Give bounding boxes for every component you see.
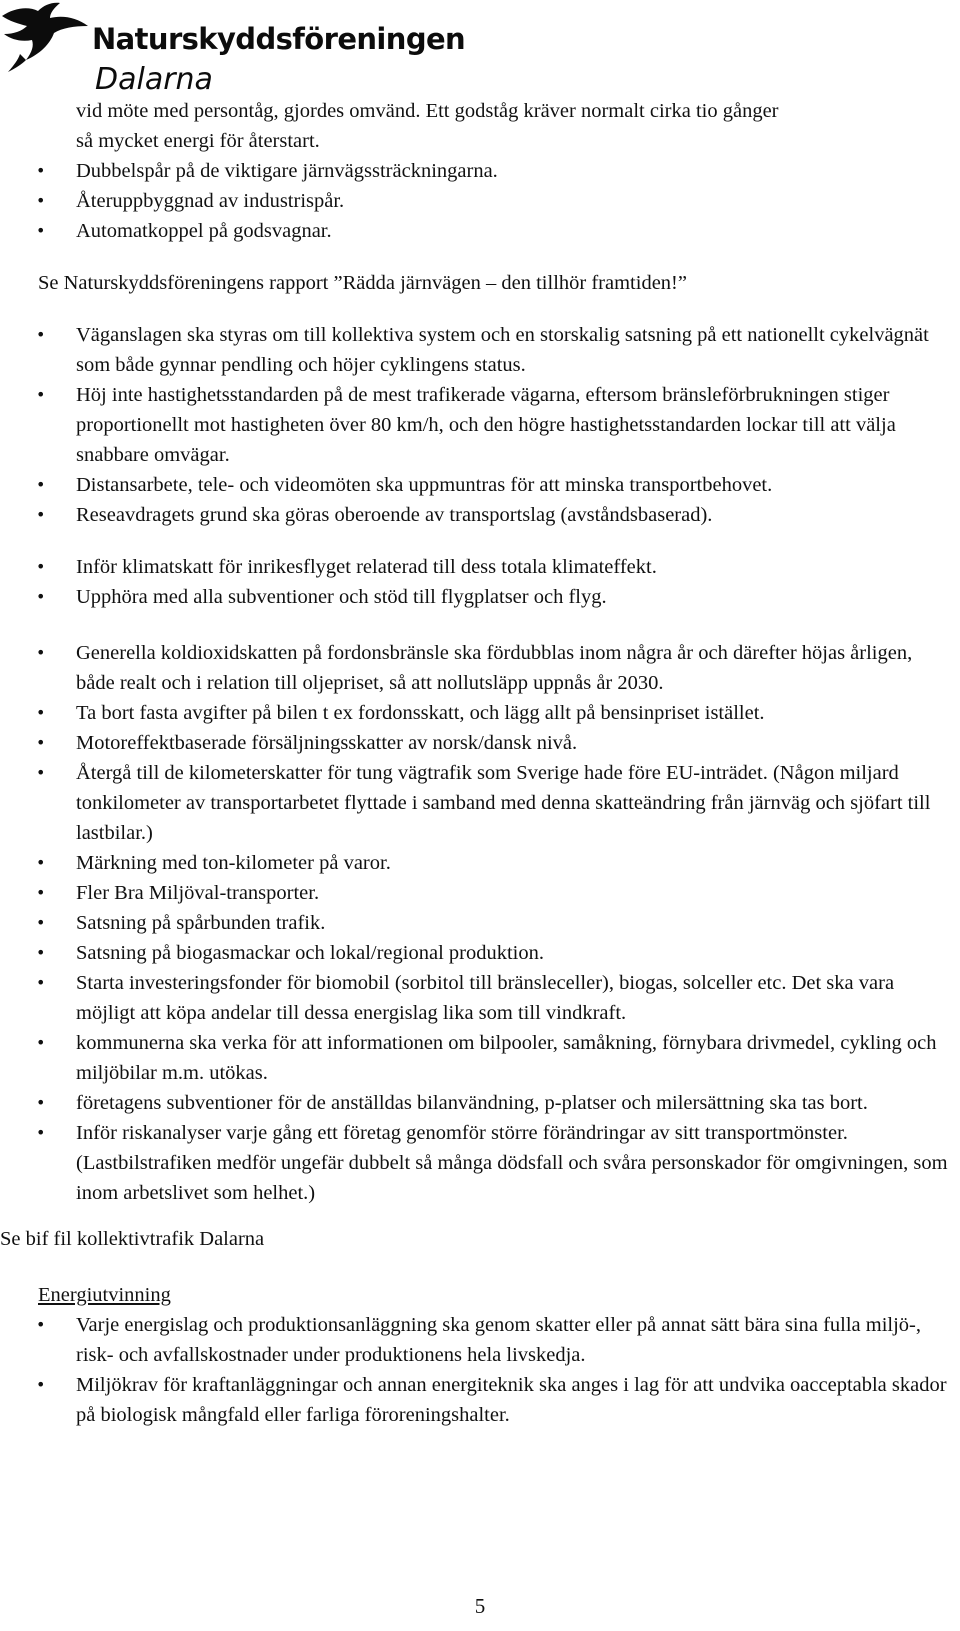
list-item-text: Återgå till de kilometerskatter för tung vägtrafik som Sverige hade före EU-inträdet. (Någon miljard tonkilometer av transportarbetet flyttade i samband med denna skatteändring från järnväg och sjöfart till lastbilar.) [76,762,931,844]
list-item-text: kommunerna ska verka för att informationen om bilpooler, samåkning, förnybara drivmedel, cykling och miljöbilar m.m. utökas. [76,1032,937,1084]
bullet-list [0,320,960,530]
list-item-text: Inför klimatskatt för inrikesflyget relaterad till dess totala klimateffekt. [76,556,657,578]
list-item [0,320,960,380]
list-item [0,1370,960,1430]
list-item [0,1310,960,1370]
bullet-icon: • [36,883,46,902]
bullet-icon: • [36,1123,46,1142]
list-item-text: företagens subventioner för de anställdas bilanvändning, p-platser och milersättning ska tas bort. [76,1092,868,1114]
list-item [0,848,960,878]
bullet-icon: • [36,1315,46,1334]
bullet-list [0,552,960,612]
list-item-text: Generella koldioxidskatten på fordonsbränsle ska fördubblas inom några år och därefter höjas årligen, både realt och i relation till oljepriset, så att nollutsläpp uppnås år 2030. [76,642,913,694]
intro-line: så mycket energi för återstart. [76,130,320,152]
bullet-icon: • [36,973,46,992]
list-item [0,638,960,698]
list-item-text: Satsning på spårbunden trafik. [76,912,326,934]
section-heading: Energiutvinning [38,1284,171,1306]
bullet-list [0,1310,960,1430]
bullet-icon: • [36,325,46,344]
list-item-text: Inför riskanalyser varje gång ett företag genomför större förändringar av sitt transportmönster. (Lastbilstrafiken medför ungefär dubbelt så många dödsfall och svåra personskador för omgivningen, som inom arbetslivet som helhet.) [76,1122,948,1204]
list-item-text: Märkning med ton-kilometer på varor. [76,852,391,874]
list-item [0,698,960,728]
bullet-icon: • [36,763,46,782]
bullet-icon: • [36,943,46,962]
list-item-text: Miljökrav för kraftanläggningar och annan energiteknik ska anges i lag för att undvika oacceptabla skador på biologisk mångfald eller farliga föroreningshalter. [76,1374,947,1426]
bullet-icon: • [36,913,46,932]
list-item [0,582,960,612]
bullet-icon: • [36,505,46,524]
bullet-icon: • [36,475,46,494]
list-item [0,1088,960,1118]
bird-logo-icon [0,2,90,74]
org-region: Dalarna [95,62,213,97]
list-item-text: Motoreffektbaserade försäljningsskatter av norsk/dansk nivå. [76,732,578,754]
list-item [0,908,960,938]
list-item-text: Väganslagen ska styras om till kollektiva system och en storskalig satsning på ett nationellt cykelvägnät som både gynnar pendling och höjer cyklingens status. [76,324,929,376]
org-name: Naturskyddsföreningen [92,22,466,56]
list-item-text: Höj inte hastighetsstandarden på de mest trafikerade vägarna, eftersom bränsleförbrukningen stiger proportionellt mot hastigheten över 80 km/h, och den högre hastighetsstandarden lockar till att välja snabbare omvägar. [76,384,896,466]
bullet-icon: • [36,703,46,722]
list-item-text: Satsning på biogasmackar och lokal/regional produktion. [76,942,544,964]
list-item-text: Reseavdragets grund ska göras oberoende av transportslag (avståndsbaserad). [76,504,713,526]
list-item [0,380,960,470]
report-reference: Se Naturskyddsföreningens rapport ”Rädda järnvägen – den tillhör framtiden!” [38,272,687,294]
attachment-note: Se bif fil kollektivtrafik Dalarna [0,1228,265,1250]
bullet-icon: • [36,1093,46,1112]
page-number: 5 [474,1594,486,1618]
list-item [0,500,960,530]
list-item [0,470,960,500]
list-item-text: Dubbelspår på de viktigare järnvägssträckningarna. [76,160,498,182]
list-item [0,758,960,848]
bullet-icon: • [36,643,46,662]
list-item [0,216,960,246]
list-item-text: Starta investeringsfonder för biomobil (sorbitol till bränsleceller), biogas, solceller etc. Det ska vara möjligt att köpa andelar till dessa energislag lika som till vindkraft. [76,972,895,1024]
bullet-list [0,638,960,1208]
bullet-icon: • [36,191,46,210]
list-item [0,552,960,582]
list-item [0,878,960,908]
bullet-icon: • [36,733,46,752]
list-item [0,728,960,758]
list-item [0,1118,960,1208]
list-item-text: Fler Bra Miljöval-transporter. [76,882,320,904]
list-item-text: Upphöra med alla subventioner och stöd till flygplatser och flyg. [76,586,607,608]
list-item [0,1028,960,1088]
document-body [0,96,960,1430]
bullet-list [0,156,960,246]
list-item [0,186,960,216]
bullet-icon: • [36,853,46,872]
list-item-text: Återuppbyggnad av industrispår. [76,190,345,212]
list-item [0,938,960,968]
list-item-text: Automatkoppel på godsvagnar. [76,220,332,242]
bullet-icon: • [36,385,46,404]
bullet-icon: • [36,1375,46,1394]
list-item [0,968,960,1028]
bullet-icon: • [36,221,46,240]
bullet-icon: • [36,587,46,606]
list-item-text: Distansarbete, tele- och videomöten ska uppmuntras för att minska transportbehovet. [76,474,773,496]
list-item-text: Varje energislag och produktionsanläggning ska genom skatter eller på annat sätt bära sina fulla miljö-, risk- och avfallskostnader under produktionens hela livskedja. [76,1314,921,1366]
bullet-icon: • [36,1033,46,1052]
list-item [0,156,960,186]
list-item-text: Ta bort fasta avgifter på bilen t ex fordonsskatt, och lägg allt på bensinpriset istället. [76,702,765,724]
bullet-icon: • [36,161,46,180]
header-logo [0,0,466,100]
bullet-icon: • [36,557,46,576]
intro-line: vid möte med persontåg, gjordes omvänd. Ett godståg kräver normalt cirka tio gånger [76,100,779,122]
